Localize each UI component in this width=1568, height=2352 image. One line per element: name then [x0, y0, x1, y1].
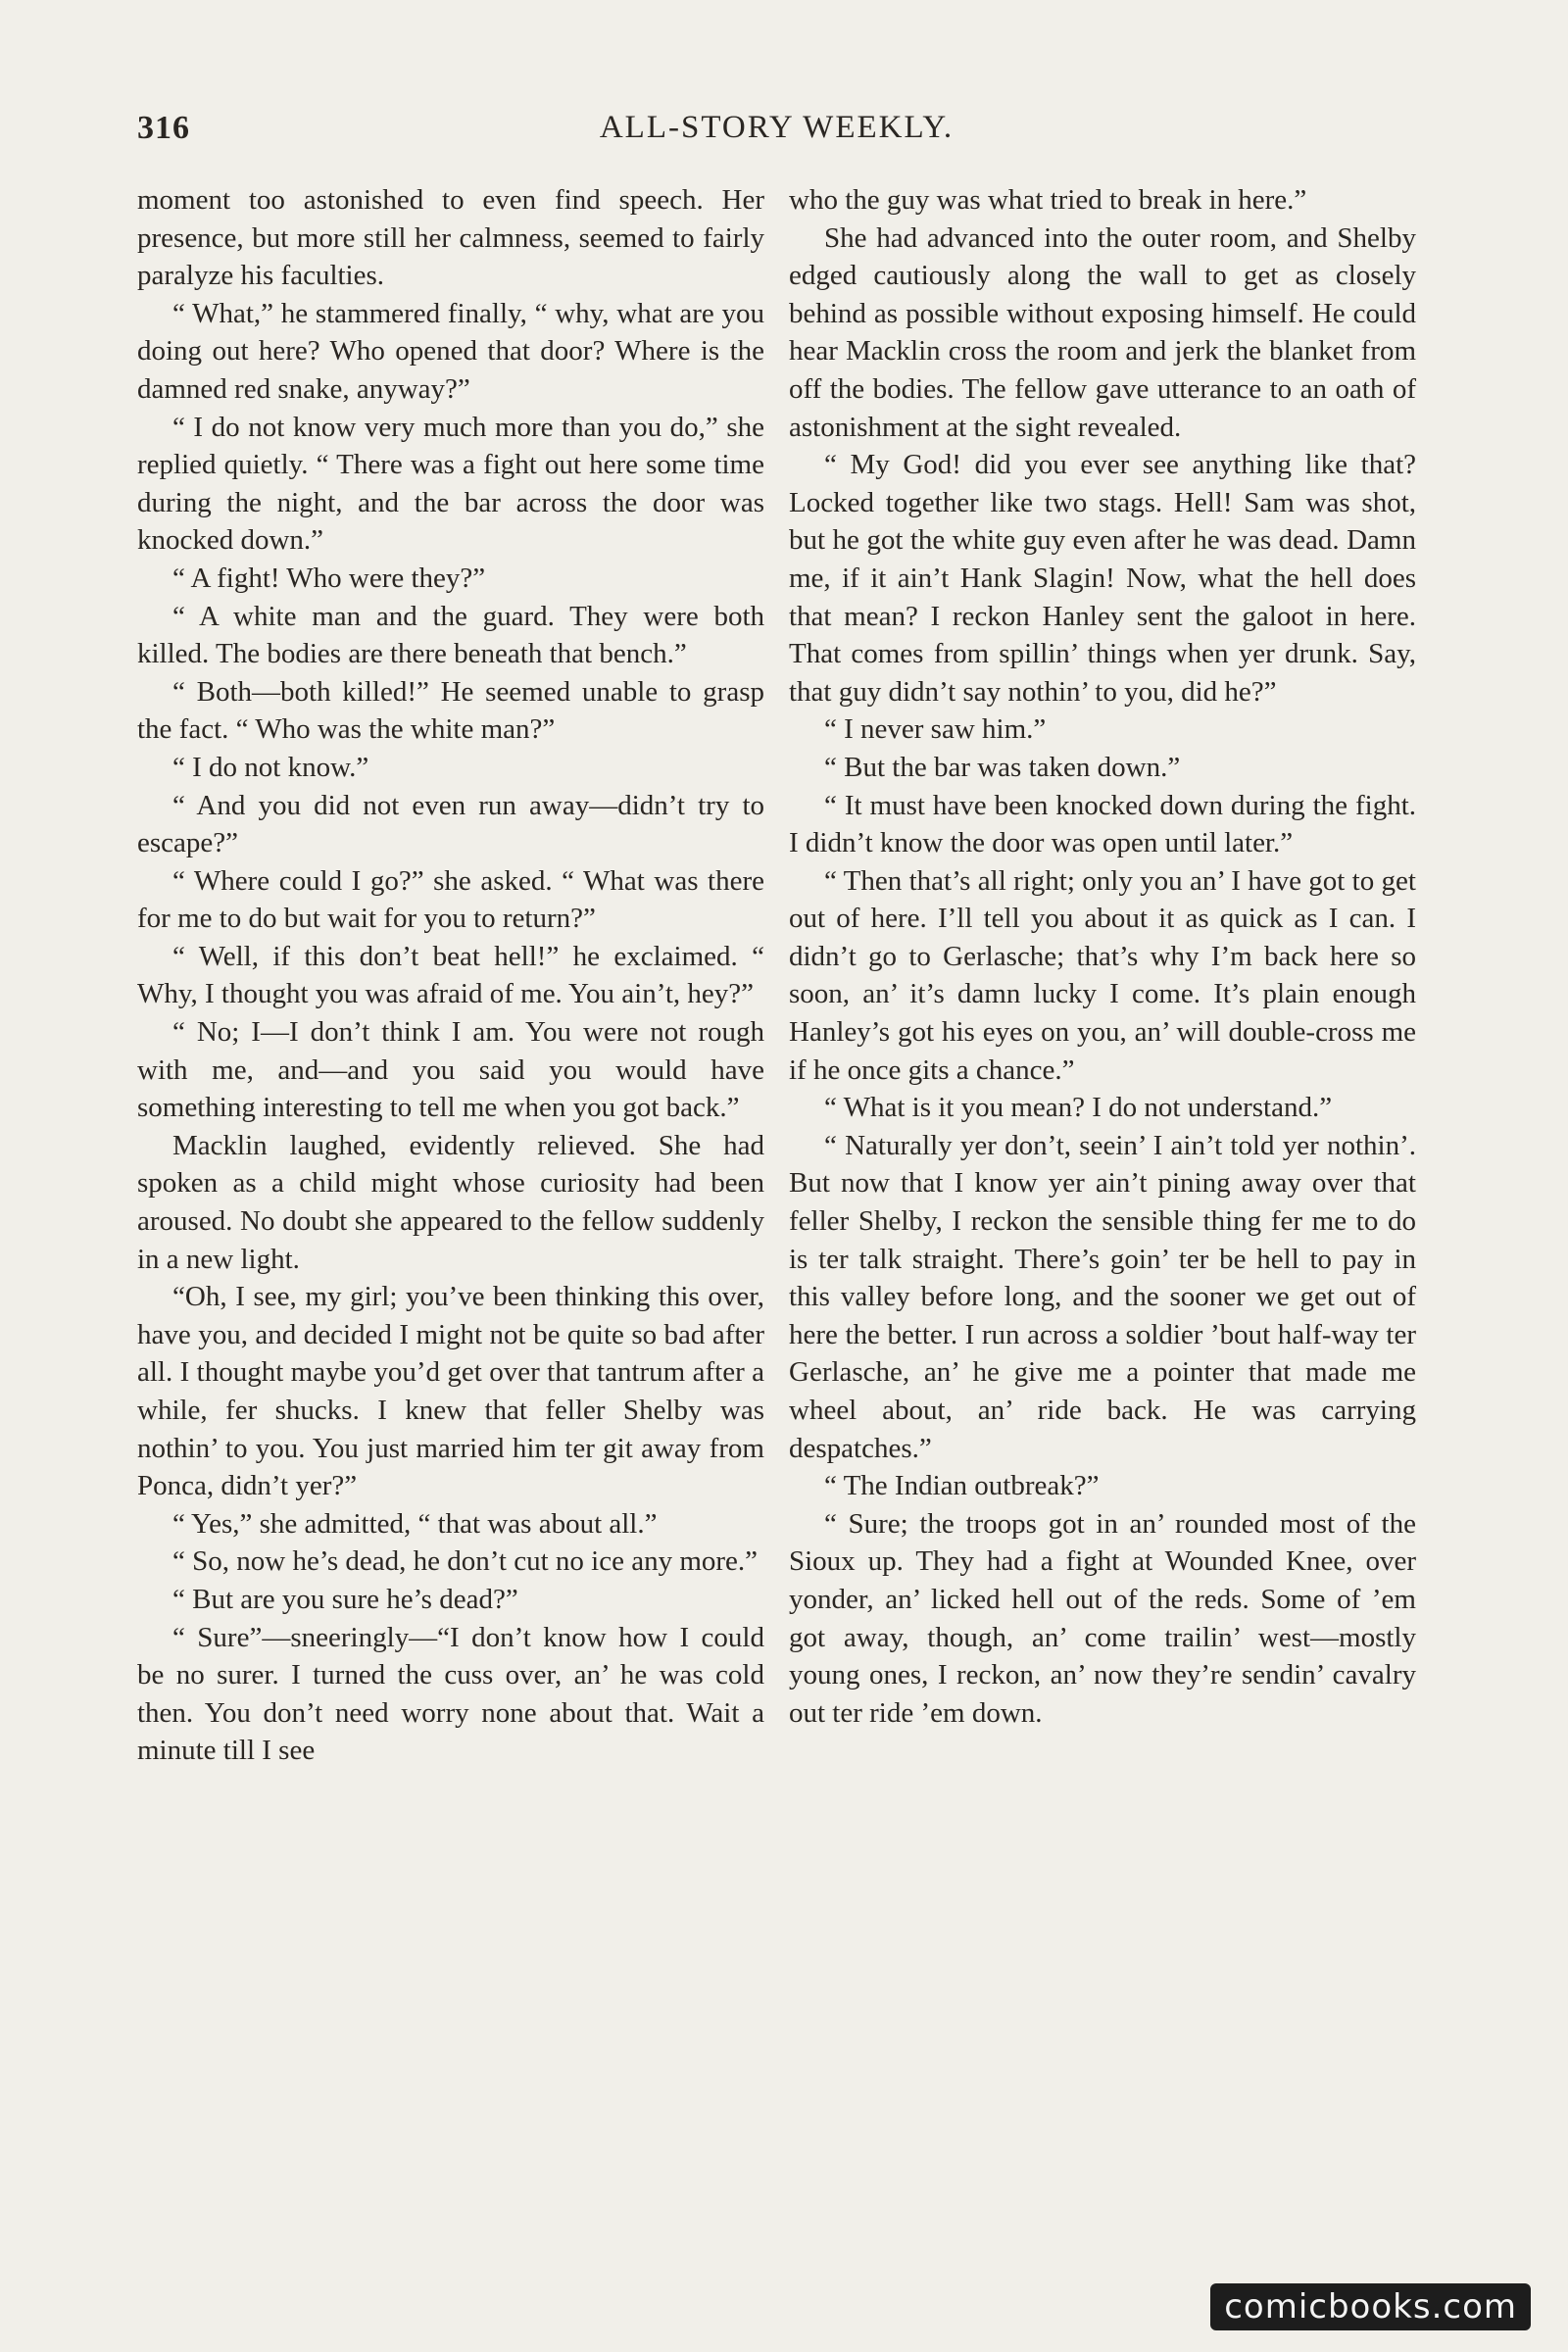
- paragraph: “ Where could I go?” she asked. “ What was there for me to do but wait for you to return?”: [137, 864, 764, 935]
- paragraph: who the guy was what tried to break in here.”: [789, 184, 1307, 216]
- paragraph: “ My God! did you ever see anything like that? Locked together like two stags. Hell! Sam was shot, but he got the white guy even after he was dead. Damn me, if it ain’t Hank Slagin! Now, what the hell does that mean? I reckon Hanley sent the galoot in here. That comes from spillin’ things when yer drunk. Say, that guy didn’t say nothin’ to you, did he?”: [789, 449, 1416, 708]
- page-header: [137, 110, 1416, 159]
- running-title: ALL-STORY WEEKLY.: [599, 110, 955, 145]
- paragraph: “ I never saw him.”: [824, 713, 1047, 746]
- paragraph: “ Naturally yer don’t, seein’ I ain’t told yer nothin’. But now that I know yer ain’t pining away over that feller Shelby, I reckon the sensible thing fer me to do is ter talk straight. There’s goin’ ter be hell to pay in this valley before long, and the sooner we get out of here the better. I run across a soldier ’bout half-way ter Gerlasche, an’ he give me a pointer that made me wheel about, an’ ride back. He was carrying despatches.”: [789, 1129, 1416, 1464]
- paragraph: “ So, now he’s dead, he don’t cut no ice any more.”: [172, 1545, 759, 1578]
- paragraph: “ I do not know.”: [172, 751, 369, 783]
- paragraph: “ And you did not even run away—didn’t try to escape?”: [137, 789, 764, 859]
- paragraph: Macklin laughed, evidently relieved. She had spoken as a child might whose curiosity had been aroused. No doubt she appeared to the fellow suddenly in a new light.: [137, 1129, 764, 1275]
- paragraph: “ But the bar was taken down.”: [824, 751, 1181, 783]
- left-column: [137, 181, 764, 1770]
- paragraph: “ Sure; the troops got in an’ rounded most of the Sioux up. They had a fight at Wounded Knee, over yonder, an’ licked hell out of the reds. Some of ’em got away, though, an’ come trailin’ west—mostly young ones, I reckon, an’ now they’re sendin’ cavalry out ter ride ’em down.: [789, 1507, 1416, 1729]
- paragraph: “ A fight! Who were they?”: [172, 562, 486, 594]
- paragraph: “ Both—both killed!” He seemed unable to grasp the fact. “ Who was the white man?”: [137, 675, 764, 746]
- paragraph: “Oh, I see, my girl; you’ve been thinking this over, have you, and decided I might not be quite so bad after all. I thought maybe you’d get over that tantrum after a while, fer shucks. I knew that feller Shelby was nothin’ to you. You just married him ter git away from Ponca, didn’t yer?”: [137, 1281, 764, 1502]
- paragraph: “ But are you sure he’s dead?”: [172, 1583, 518, 1615]
- paragraph: “ No; I—I don’t think I am. You were not rough with me, and—and you said you would have something interesting to tell me when you got back.”: [137, 1016, 764, 1124]
- paragraph: “ Well, if this don’t beat hell!” he exclaimed. “ Why, I thought you was afraid of me. You ain’t, hey?”: [137, 940, 764, 1010]
- paragraph: “ The Indian outbreak?”: [824, 1470, 1100, 1502]
- right-column: [789, 181, 1416, 1732]
- paragraph: “ A white man and the guard. They were both killed. The bodies are there beneath that bench.”: [137, 600, 764, 670]
- paragraph: “ It must have been knocked down during the fight. I didn’t know the door was open until later.”: [789, 789, 1416, 859]
- paragraph: She had advanced into the outer room, and Shelby edged cautiously along the wall to get as closely behind as possible without exposing himself. He could hear Macklin cross the room and jerk the blanket from off the bodies. The fellow gave utterance to an oath of astonishment at the sight revealed.: [789, 221, 1416, 443]
- paragraph: “ What,” he stammered finally, “ why, what are you doing out here? Who opened that door? Where is the damned red snake, anyway?”: [137, 297, 764, 405]
- paragraph: moment too astonished to even find speech. Her presence, but more still her calmness, seemed to fairly paralyze his faculties.: [137, 184, 764, 292]
- paragraph: “ Sure”—sneeringly—“I don’t know how I could be no surer. I turned the cuss over, an’ he was cold then. You don’t need worry none about that. Wait a minute till I see: [137, 1621, 764, 1767]
- paragraph: “ Yes,” she admitted, “ that was about all.”: [172, 1507, 658, 1540]
- paragraph: “ What is it you mean? I do not understand.”: [824, 1092, 1333, 1124]
- paragraph: “ Then that’s all right; only you an’ I have got to get out of here. I’ll tell you about it as quick as I can. I didn’t go to Gerlasche; that’s why I’m back here so soon, an’ it’s damn lucky I come. It’s plain enough Hanley’s got his eyes on you, an’ will double-cross me if he once gits a chance.”: [789, 864, 1416, 1086]
- page-number: 316: [137, 110, 190, 146]
- paragraph: “ I do not know very much more than you do,” she replied quietly. “ There was a fight out here some time during the night, and the bar across the door was knocked down.”: [137, 411, 764, 557]
- watermark-logo: comicbooks.com: [1210, 2283, 1531, 2330]
